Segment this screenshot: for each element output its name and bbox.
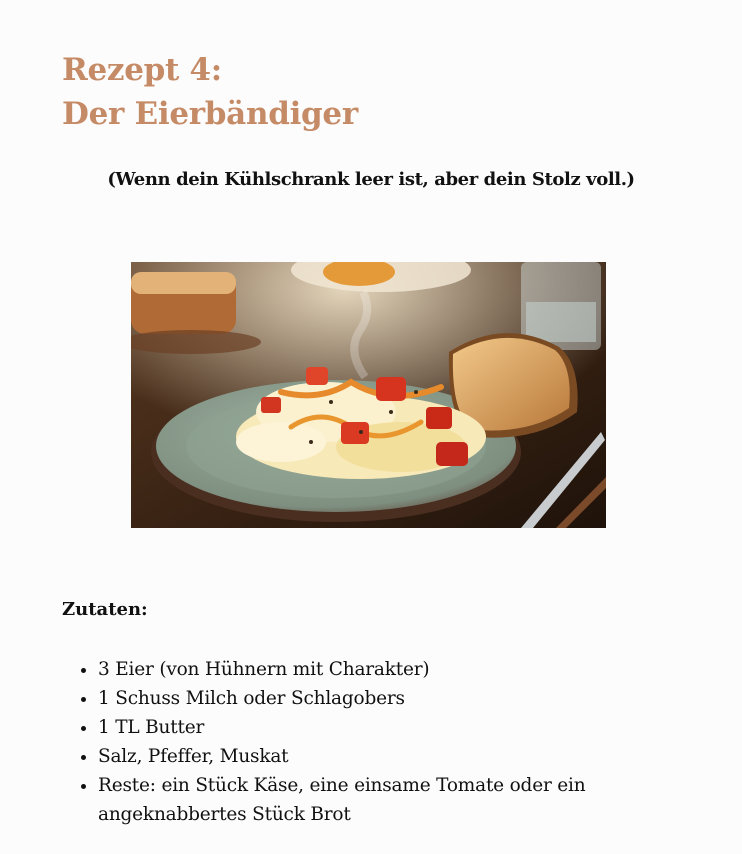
recipe-number: Rezept 4:: [62, 52, 222, 88]
list-item: • Reste: ein Stück Käse, eine einsame Tomate oder ein angeknabbertes Stück Brot: [98, 771, 678, 829]
list-item: • 1 Schuss Milch oder Schlagobers: [98, 684, 678, 713]
recipe-name: Der Eierbändiger: [62, 96, 358, 132]
recipe-photo: [131, 262, 606, 528]
recipe-subtitle: (Wenn dein Kühlschrank leer ist, aber dein Stolz voll.): [107, 169, 635, 190]
ingredients-list: [62, 655, 678, 829]
ingredients-heading: Zutaten:: [62, 599, 148, 620]
list-item: • 1 TL Butter: [98, 713, 678, 742]
list-item: • 3 Eier (von Hühnern mit Charakter): [98, 655, 678, 684]
list-item: • Salz, Pfeffer, Muskat: [98, 742, 678, 771]
recipe-title: [62, 48, 358, 136]
